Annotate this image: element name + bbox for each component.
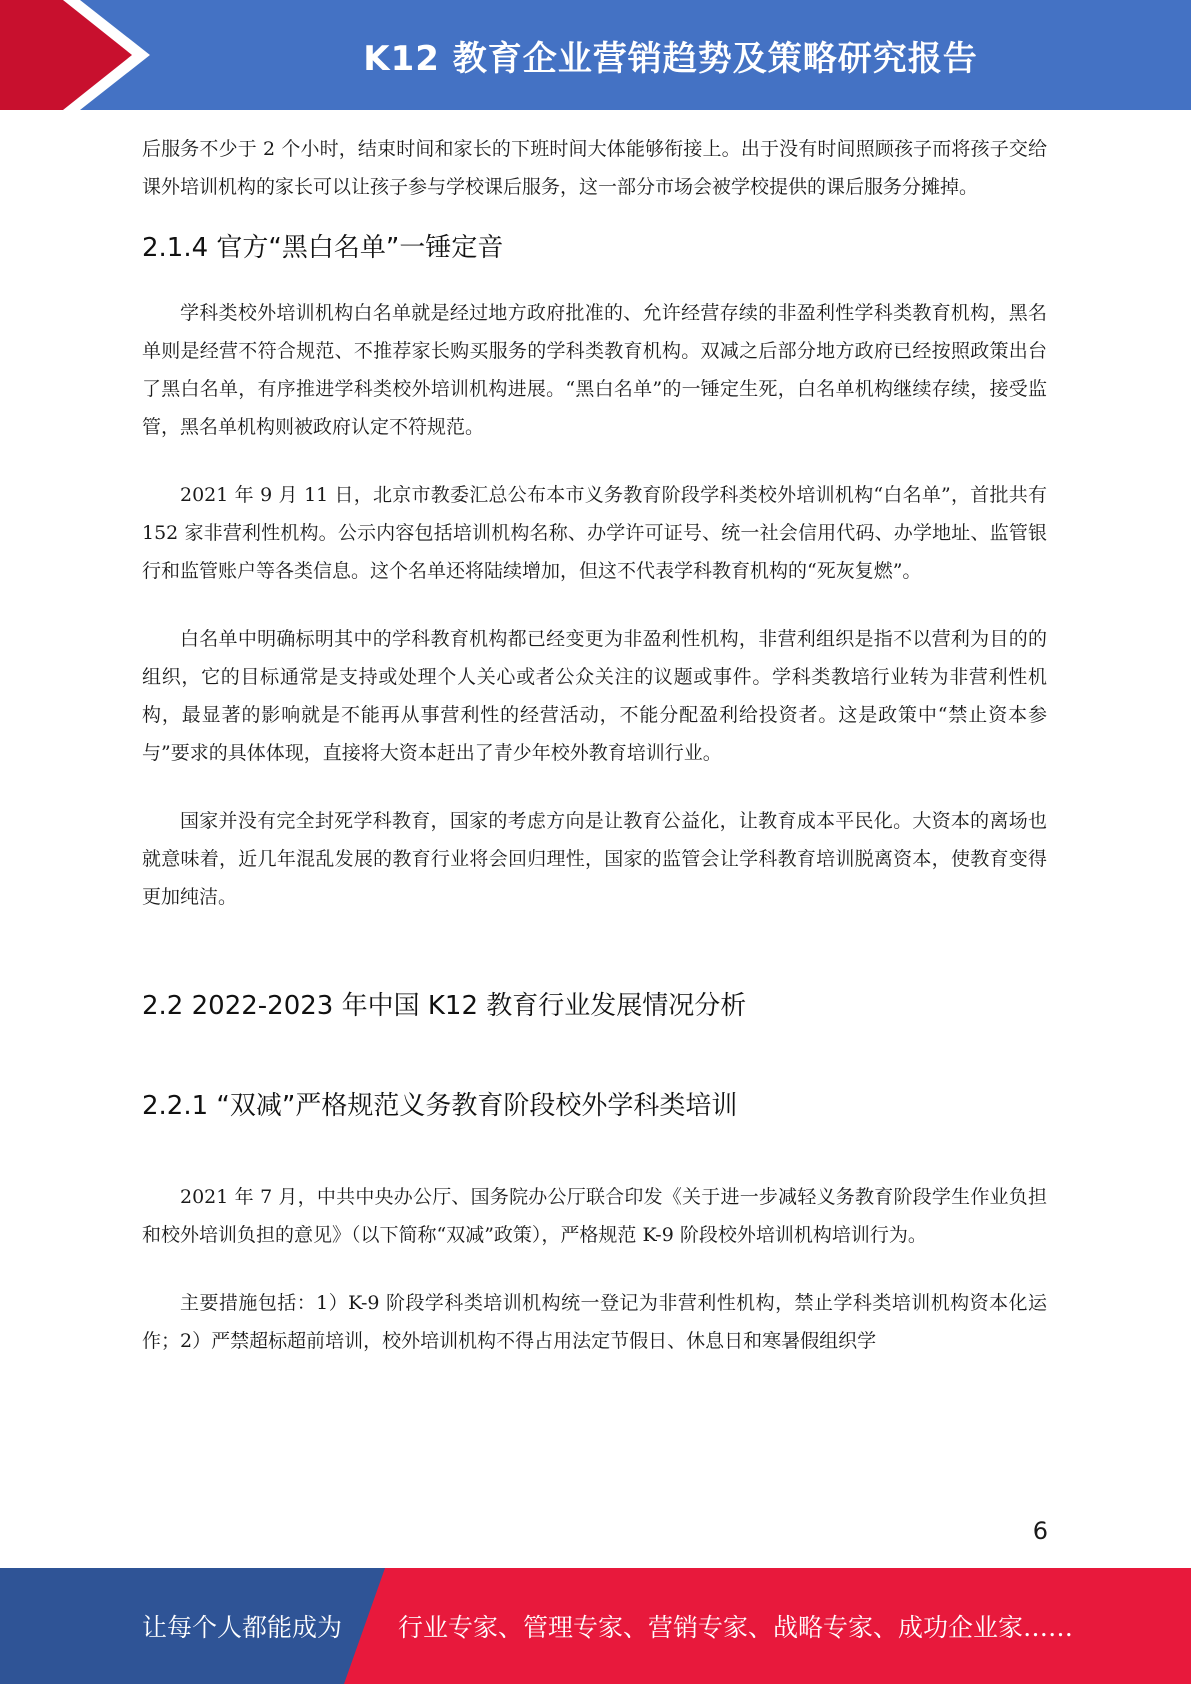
paragraph-public-welfare: 国家并没有完全封死学科教育，国家的考虑方向是让教育公益化，让教育成本平民化。大资本的离场也就意味着，近几年混乱发展的教育行业将会回归理性，国家的监管会让学科教育培训脱离资本，使教育变得更加纯洁。 [142,810,1047,908]
paragraph-whitelist-definition: 学科类校外培训机构白名单就是经过地方政府批准的、允许经营存续的非盈利性学科类教育机构，黑名单则是经营不符合规范、不推荐家长购买服务的学科类教育机构。双减之后部分地方政府已经按照政策出台了黑白名单，有序推进学科类校外培训机构进展。“黑白名单”的一锤定生死，白名单机构继续存续，接受监管，黑名单机构则被政府认定不符规范。 [142,302,1047,438]
page-number: 6 [1032,1517,1048,1545]
paragraph-nonprofit: 白名单中明确标明其中的学科教育机构都已经变更为非盈利性机构，非营利组织是指不以营利为目的的组织，它的目标通常是支持或处理个人关心或者公众关注的议题或事件。学科类教培行业转为非营利性机构，最显著的影响就是不能再从事营利性的经营活动，不能分配盈利给投资者。这是政策中“禁止资本参与”要求的具体体现，直接将大资本赶出了青少年校外教育培训行业。 [142,628,1047,764]
footer-slogan-left: 让每个人都能成为 [142,1613,343,1642]
section-heading-2-1-4: 2.1.4 官方“黑白名单”一锤定音 [142,233,504,263]
section-heading-2-2-1: 2.2.1 “双减”严格规范义务教育阶段校外学科类培训 [142,1091,738,1121]
paragraph-double-reduction: 2021 年 7 月，中共中央办公厅、国务院办公厅联合印发《关于进一步减轻义务教育阶段学生作业负担和校外培训负担的意见》（以下简称“双减”政策），严格规范 K-9 阶段校外培训机构培训行为。 [142,1186,1047,1246]
page-footer [0,1568,1191,1684]
paragraph-beijing-whitelist: 2021 年 9 月 11 日，北京市教委汇总公布本市义务教育阶段学科类校外培训机构“白名单”，首批共有 152 家非营利性机构。公示内容包括培训机构名称、办学许可证号、统一社会信用代码、办学地址、监管银行和监管账户等各类信息。这个名单还将陆续增加，但这不代表学科教育机构的“死灰复燃”。 [142,484,1047,582]
footer-slogan-right: 行业专家、管理专家、营销专家、战略专家、成功企业家…… [398,1613,1074,1642]
document-body [142,130,1047,1360]
page-header [0,0,1191,110]
report-title: K12 教育企业营销趋势及策略研究报告 [363,38,978,79]
paragraph-intro: 后服务不少于 2 个小时，结束时间和家长的下班时间大体能够衔接上。出于没有时间照顾孩子而将孩子交给课外培训机构的家长可以让孩子参与学校课后服务，这一部分市场会被学校提供的课后服务分摊掉。 [142,138,1047,198]
paragraph-main-measures: 主要措施包括：1）K-9 阶段学科类培训机构统一登记为非营利性机构，禁止学科类培训机构资本化运作；2）严禁超标超前培训，校外培训机构不得占用法定节假日、休息日和寒暑假组织学 [142,1292,1047,1352]
section-heading-2-2: 2.2 2022-2023 年中国 K12 教育行业发展情况分析 [142,991,747,1021]
